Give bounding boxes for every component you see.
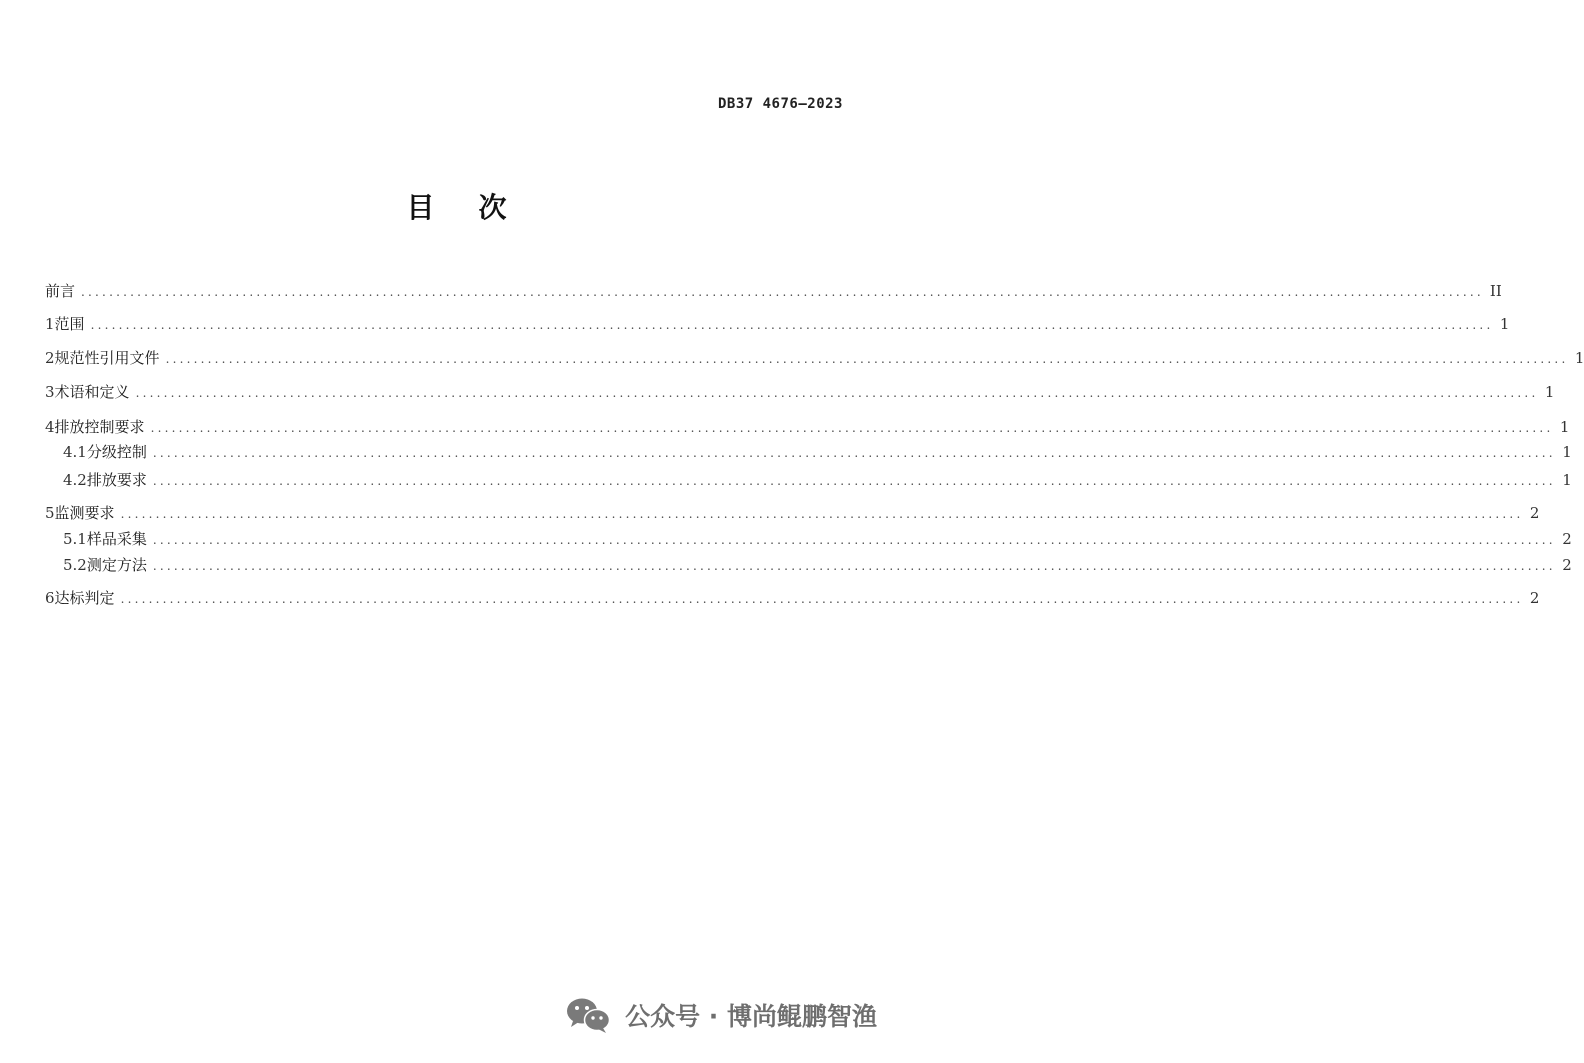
toc-entry <box>45 441 1572 464</box>
wechat-icon <box>565 996 611 1034</box>
toc-entry-number: 5.2 <box>63 556 87 574</box>
toc-entry-number: 5 <box>45 504 55 522</box>
toc-entry <box>45 554 1572 577</box>
watermark-text: 公众号 · 博尚鲲鹏智渔 <box>625 1002 877 1031</box>
standard-code: DB37 4676—2023 <box>717 96 843 112</box>
toc-entry-label: 范围 <box>54 315 85 333</box>
toc-entry-page: 2 <box>1562 556 1572 574</box>
toc-entry-label: 前言 <box>45 282 76 300</box>
toc-entry <box>45 381 1555 404</box>
toc-entry-page: 2 <box>1529 589 1540 607</box>
toc-entry-number: 4 <box>45 418 55 436</box>
toc-entry-label: 达标判定 <box>54 589 115 607</box>
toc-entry <box>45 528 1572 551</box>
toc-entry-page: 1 <box>1559 418 1570 436</box>
toc-entry-label: 排放控制要求 <box>54 418 145 436</box>
toc-entry-number: 5.1 <box>63 530 87 548</box>
toc-entry-page: 1 <box>1562 471 1572 489</box>
toc-dot-leader: ........................................................................................................................................................................................................ <box>150 421 1554 435</box>
toc-entry-page: 1 <box>1562 443 1572 461</box>
toc-entry-number: 6 <box>45 589 55 607</box>
toc-dot-leader: ........................................................................................................................................................................................................ <box>152 559 1556 573</box>
toc-entry-page: II <box>1489 282 1502 300</box>
toc-entry-label: 排放要求 <box>86 471 147 489</box>
toc-entry-page: 1 <box>1574 349 1584 367</box>
toc-entry-label: 术语和定义 <box>54 383 130 401</box>
toc-entry-label: 测定方法 <box>86 556 147 574</box>
toc-entry-number: 4.1 <box>63 443 87 461</box>
toc-entry <box>45 280 1502 303</box>
toc-entry <box>45 313 1510 336</box>
toc-entry-label: 监测要求 <box>54 504 115 522</box>
toc-entry <box>45 416 1570 439</box>
page-title: 目次 <box>406 191 551 224</box>
toc-entry-page: 2 <box>1529 504 1540 522</box>
toc-dot-leader: ........................................................................................................................................................................................................ <box>120 507 1524 521</box>
toc-entry-number: 2 <box>45 349 55 367</box>
toc-entry-page: 1 <box>1544 383 1555 401</box>
toc-dot-leader: ........................................................................................................................................................................................................ <box>135 386 1539 400</box>
toc-dot-leader: ........................................................................................................................................................................................................ <box>152 446 1556 460</box>
toc-dot-leader: ........................................................................................................................................................................................................ <box>152 474 1556 488</box>
toc-dot-leader: ........................................................................................................................................................................................................ <box>90 318 1494 332</box>
toc-dot-leader: ........................................................................................................................................................................................................ <box>165 352 1569 366</box>
toc-entry-label: 样品采集 <box>86 530 147 548</box>
toc-entry-number: 1 <box>45 315 55 333</box>
toc-entry-label: 分级控制 <box>86 443 147 461</box>
toc-dot-leader: ........................................................................................................................................................................................................ <box>152 533 1556 547</box>
watermark <box>565 996 877 1034</box>
toc-entry <box>45 502 1540 525</box>
toc-entry-number: 3 <box>45 383 55 401</box>
toc-entry <box>45 587 1540 610</box>
toc-entry <box>45 347 1584 370</box>
toc-entry-page: 2 <box>1562 530 1572 548</box>
toc-entry-label: 规范性引用文件 <box>54 349 160 367</box>
toc-dot-leader: ........................................................................................................................................................................................................ <box>120 592 1524 606</box>
toc-entry <box>45 469 1572 492</box>
toc-dot-leader: ........................................................................................................................................................................................................ <box>81 285 1484 299</box>
toc-entry-page: 1 <box>1499 315 1510 333</box>
toc-entry-number: 4.2 <box>63 471 87 489</box>
